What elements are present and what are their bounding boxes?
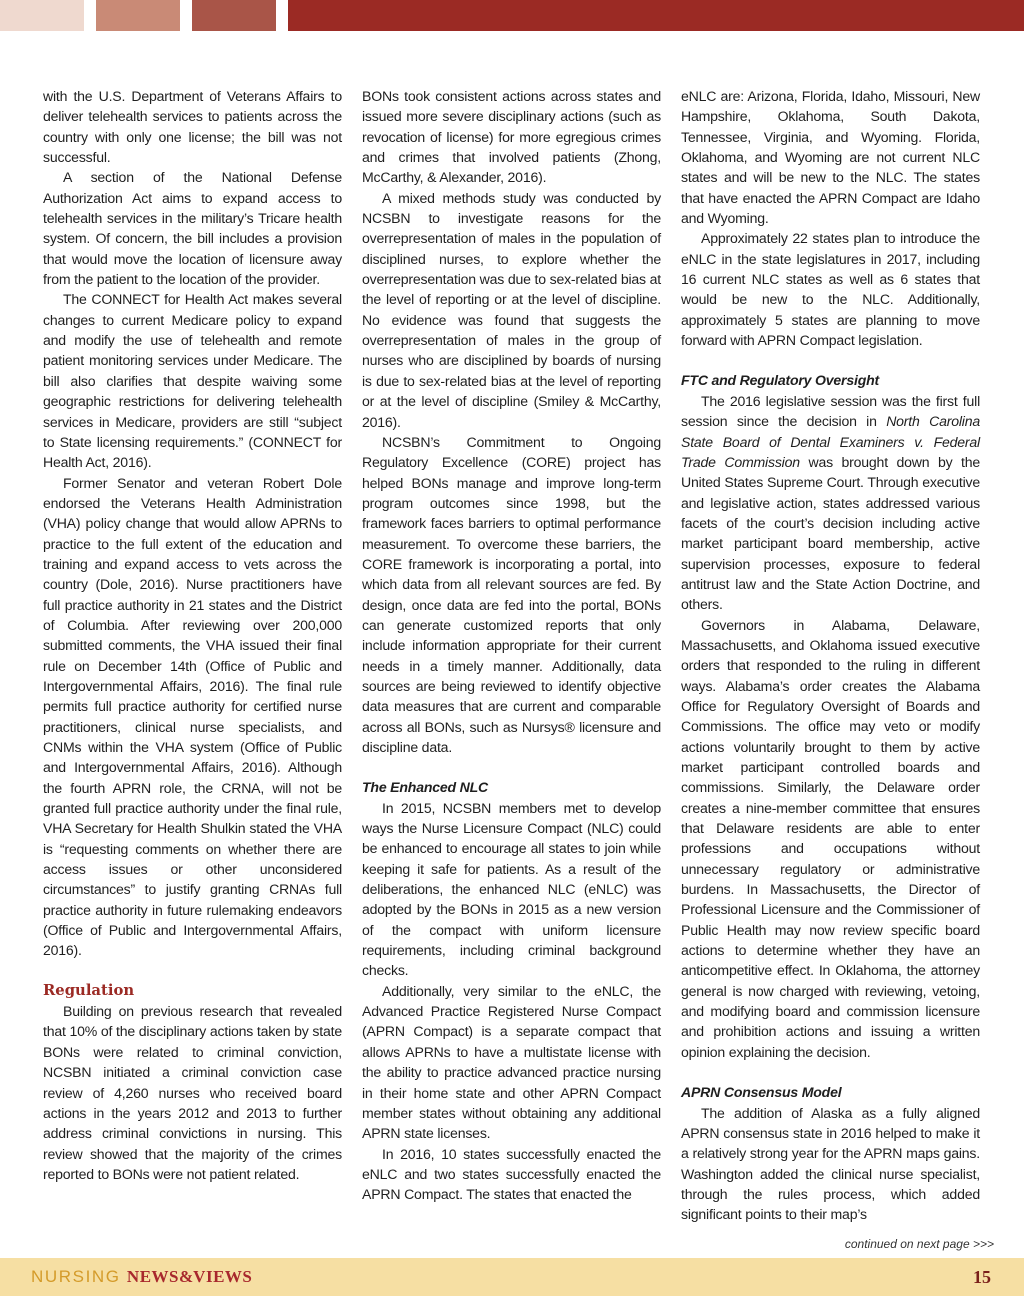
case-name: North Carolina State Board of Dental Examiners v. Federal Trade Commission — [681, 413, 980, 470]
column-1 — [43, 86, 342, 1184]
paragraph — [681, 391, 980, 615]
color-band-4 — [288, 0, 1024, 31]
brand-nursing: NURSING — [31, 1267, 127, 1286]
color-band-2 — [96, 0, 180, 31]
paragraph: Building on previous research that revealed that 10% of the disciplinary actions taken by state BONs were related to criminal conviction, NCSBN initiated a criminal conviction case review of 4,260 nurses who received board actions in the years 2012 and 2013 to further address criminal convictions in nursing. This review showed that the majority of the crimes reported to BONs were not patient related. — [43, 1003, 342, 1182]
section-heading-ftc: FTC and Regulatory Oversight — [681, 372, 880, 389]
color-band-3 — [192, 0, 276, 31]
section-heading-enhanced-nlc: The Enhanced NLC — [362, 779, 489, 796]
paragraph: A mixed methods study was conducted by NCSBN to investigate reasons for the overrepresentation of males in the population of disciplined nurses, to explore whether the overrepresentation was due to sex-related bias at the level of reporting or at the level of discipline. No evidence was found that suggests the overrepresentation of males in the group of nurses who are disciplined by boards of nursing is due to sex-related bias at the level of reporting or at the level of discipline (Smiley & McCarthy, 2016). — [362, 189, 661, 430]
brand-news: NEWS — [126, 1267, 179, 1286]
brand-views: VIEWS — [193, 1267, 253, 1286]
paragraph: A section of the National Defense Authorization Act aims to expand access to telehealth services in the military’s Tricare health system. Of concern, the bill includes a provision that would move the location of licensure away from the patient to the location of the provider. — [43, 169, 342, 288]
page-number: 15 — [973, 1267, 991, 1287]
paragraph: Governors in Alabama, Delaware, Massachusetts, and Oklahoma issued executive orders that responded to the ruling in different ways. Alabama’s order creates the Alabama Office for Regulatory Oversight of Boards and Commissions. The office may veto or modify actions voluntarily brought to them by active market participant controlled boards and commissions. Similarly, the Delaware order creates a nine-member committee that ensures that Delaware residents are able to enter professions and occupations without unnecessary regulatory or administrative burdens. In Massachusetts, the Director of Professional Licensure and the Commissioner of Public Health may now review specific board actions to determine whether they have an anticompetitive effect. In Oklahoma, the attorney general is now charged with reviewing, vetoing, and modifying board and commission licensure and prohibition actions and issuing a written opinion explaining the decision. — [681, 616, 980, 1060]
publication-logo — [31, 1267, 252, 1287]
paragraph-text: was brought down by the United States Supreme Court. Through executive and legislative action, states addressed various facets of the court’s decision including active market participant board membership, active supervision processes, exposure to federal antitrust law and the State Action Doctrine, and others. — [681, 453, 980, 613]
column-3 — [681, 86, 980, 1225]
paragraph: NCSBN’s Commitment to Ongoing Regulatory Excellence (CORE) project has helped BONs manage and improve long-term program outcomes since 1998, but the framework faces barriers to optimal performance measurement. To overcome these barriers, the CORE framework is incorporating a portal, into which data from all relevant sources are fed. By design, once data are fed into the portal, BONs can generate customized reports that only include information appropriate for their current needs in a timely manner. Additionally, data sources are being reviewed to identify objective data measures that are current and comparable across all BONs, such as Nursys® licensure and discipline data. — [362, 433, 661, 755]
paragraph: Additionally, very similar to the eNLC, the Advanced Practice Registered Nurse Compact (APRN Compact) is a separate compact that allows APRNs to have a multistate license with the ability to practice advanced practice nursing in their home state and other APRN Compact member states without obtaining any additional APRN state licenses. — [362, 982, 661, 1142]
paragraph: The addition of Alaska as a fully aligned APRN consensus state in 2016 helped to make it a relatively strong year for the APRN maps gains. Washington added the clinical nurse specialist, through the rules process, which added significant points to their map’s — [681, 1104, 980, 1223]
brand-amp: & — [179, 1267, 194, 1286]
color-band-1 — [0, 0, 84, 31]
paragraph: In 2015, NCSBN members met to develop ways the Nurse Licensure Compact (NLC) could be enhanced to encourage all states to join while keeping it safe for patients. As a result of the deliberations, the enhanced NLC (eNLC) was adopted by the BONs in 2015 as a new version of the compact with uniform licensure requirements, including criminal background checks. — [362, 799, 661, 979]
section-heading-regulation: Regulation — [43, 981, 135, 999]
paragraph: In 2016, 10 states successfully enacted the eNLC and two states successfully enacted the APRN Compact. The states that enacted the — [362, 1145, 661, 1203]
paragraph: The CONNECT for Health Act makes several changes to current Medicare policy to expand and modify the use of telehealth and remote patient monitoring services under Medicare. The bill also clarifies that despite waiving some geographic restrictions for delivering telehealth services in Medicare, providers are still “subject to State licensing requirements.” (CONNECT for Health Act, 2016). — [43, 291, 342, 471]
section-heading-aprn-consensus: APRN Consensus Model — [681, 1084, 842, 1101]
column-2 — [362, 86, 661, 1205]
paragraph: Former Senator and veteran Robert Dole endorsed the Veterans Health Administration (VHA) policy change that would allow APRNs to practice to the full extent of the education and training and expand access to vets across the country (Dole, 2016). Nurse practitioners have full practice authority in 21 states and the District of Columbia. After reviewing over 200,000 submitted comments, the VHA issued their final rule on December 14th (Office of Public and Intergovernmental Affairs, 2016). The final rule permits full practice authority for certified nurse practitioners, clinical nurse specialists, and CNMs within the VHA system (Office of Public and Intergovernmental Affairs, 2016). Although the fourth APRN role, the CRNA, will not be granted full practice authority under the final rule, VHA Secretary for Health Shulkin stated the VHA is “requesting comments on whether there are access issues or other unconsidered circumstances” to justify granting CRNAs full practice authority in future rulemaking endeavors (Office of Public and Intergovernmental Affairs, 2016). — [43, 474, 342, 959]
top-color-bands — [0, 0, 1024, 31]
paragraph: eNLC are: Arizona, Florida, Idaho, Missouri, New Hampshire, Oklahoma, South Dakota, Tennessee, Virginia, and Wyoming. Florida, Oklahoma, and Wyoming are not current NLC states and will be new to the NLC. The states that have enacted the APRN Compact are Idaho and Wyoming. — [681, 88, 980, 227]
continued-note: continued on next page >>> — [844, 1237, 994, 1251]
paragraph: BONs took consistent actions across states and issued more severe disciplinary actions (such as revocation of license) for more egregious crimes and crimes that involved patients (Zhong, McCarthy, & Alexander, 2016). — [362, 88, 661, 186]
paragraph: with the U.S. Department of Veterans Affairs to deliver telehealth services to patients across the country with only one license; the bill was not successful. — [43, 88, 342, 166]
footer-bar — [0, 1258, 1024, 1296]
paragraph-text: The 2016 legislative session was the first full session since the decision in — [681, 392, 980, 430]
paragraph: Approximately 22 states plan to introduce the eNLC in the state legislatures in 2017, including 16 current NLC states as well as 6 states that would be new to the NLC. Additionally, approximately 5 states are planning to move forward with APRN Compact legislation. — [681, 230, 980, 349]
